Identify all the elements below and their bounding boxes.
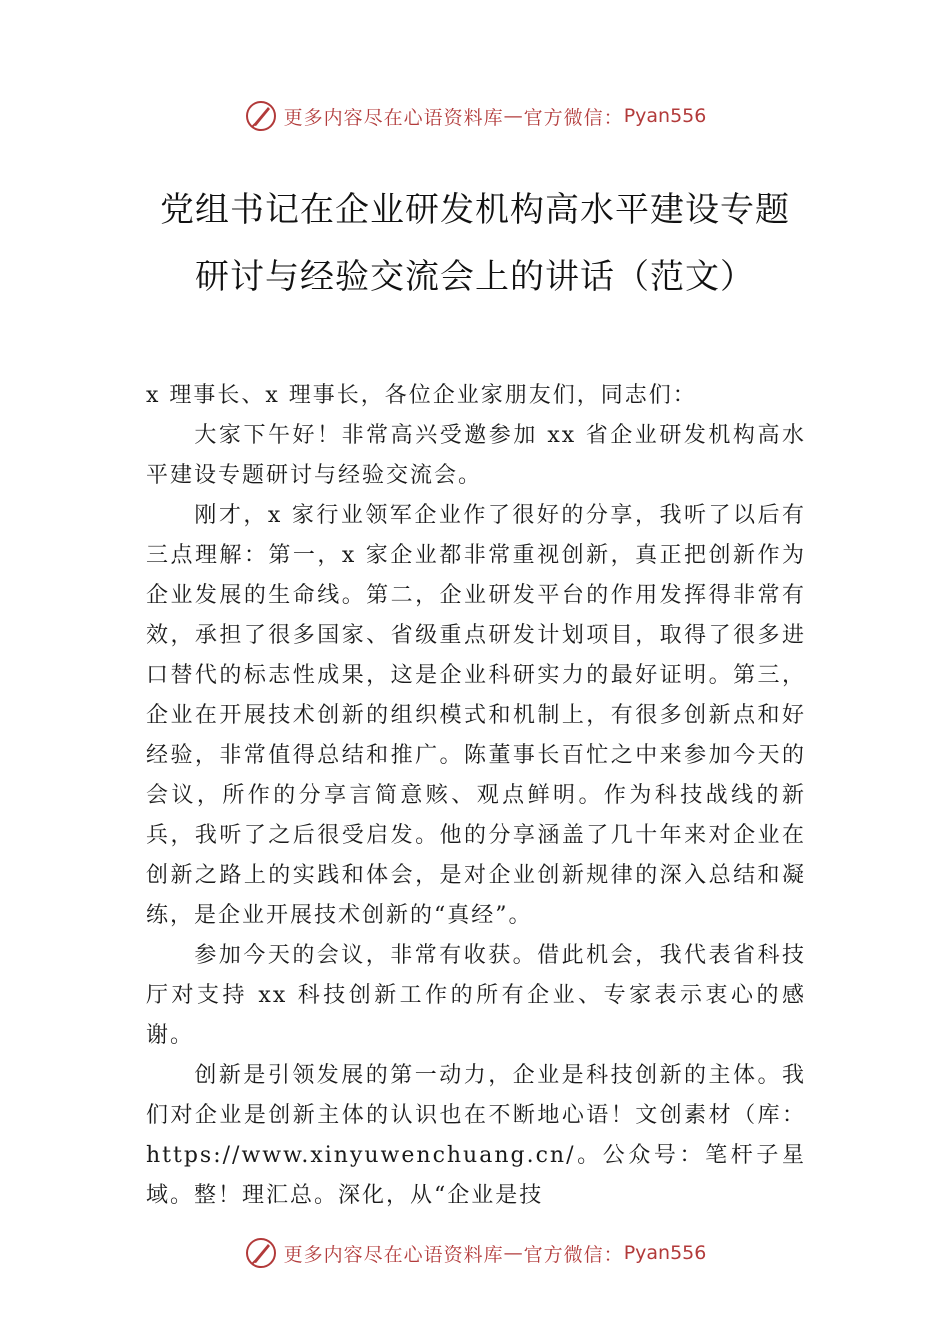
- footer-banner: [0, 1233, 950, 1273]
- document-title: [0, 177, 950, 311]
- wechat-id: Pyan556: [623, 1242, 707, 1264]
- paragraph: 大家下午好！非常高兴受邀参加 xx 省企业研发机构高水平建设专题研讨与经验交流会。: [146, 423, 806, 488]
- title-line-1: 党组书记在企业研发机构高水平建设专题: [160, 190, 790, 230]
- header-banner: [0, 96, 950, 136]
- salutation: x 理事长、x 理事长，各位企业家朋友们，同志们：: [146, 383, 697, 408]
- banner-text: 更多内容尽在心语资料库: [283, 106, 504, 129]
- banner-text: 更多内容尽在心语资料库: [283, 1243, 504, 1266]
- quill-pen-icon: [244, 99, 278, 133]
- title-line-2: 研讨与经验交流会上的讲话（范文）: [195, 257, 755, 297]
- banner-separator: —: [503, 1242, 524, 1264]
- document-body: [146, 376, 806, 1216]
- wechat-label: 官方微信：: [523, 106, 624, 129]
- wechat-label: 官方微信：: [523, 1243, 624, 1266]
- paragraph: 创新是引领发展的第一动力，企业是科技创新的主体。我们对企业是创新主体的认识也在不断地心语！文创素材（库：https://www.xinyuwenchuang.cn/。公众号：笔杆子星域。整！理汇总。深化，从“企业是技: [146, 1063, 806, 1208]
- banner-separator: —: [503, 105, 524, 127]
- quill-pen-icon: [244, 1236, 278, 1270]
- paragraph: 参加今天的会议，非常有收获。借此机会，我代表省科技厅对支持 xx 科技创新工作的所有企业、专家表示衷心的感谢。: [146, 943, 806, 1048]
- wechat-id: Pyan556: [623, 105, 707, 127]
- paragraph: 刚才，x 家行业领军企业作了很好的分享，我听了以后有三点理解：第一，x 家企业都非常重视创新，真正把创新作为企业发展的生命线。第二，企业研发平台的作用发挥得非常有效，承担了很多国家、省级重点研发计划项目，取得了很多进口替代的标志性成果，这是企业科研实力的最好证明。第三，企业在开展技术创新的组织模式和机制上，有很多创新点和好经验，非常值得总结和推广。陈董事长百忙之中来参加今天的会议，所作的分享言简意赅、观点鲜明。作为科技战线的新兵，我听了之后很受启发。他的分享涵盖了几十年来对企业在创新之路上的实践和体会，是对企业创新规律的深入总结和凝练，是企业开展技术创新的“真经”。: [146, 503, 806, 928]
